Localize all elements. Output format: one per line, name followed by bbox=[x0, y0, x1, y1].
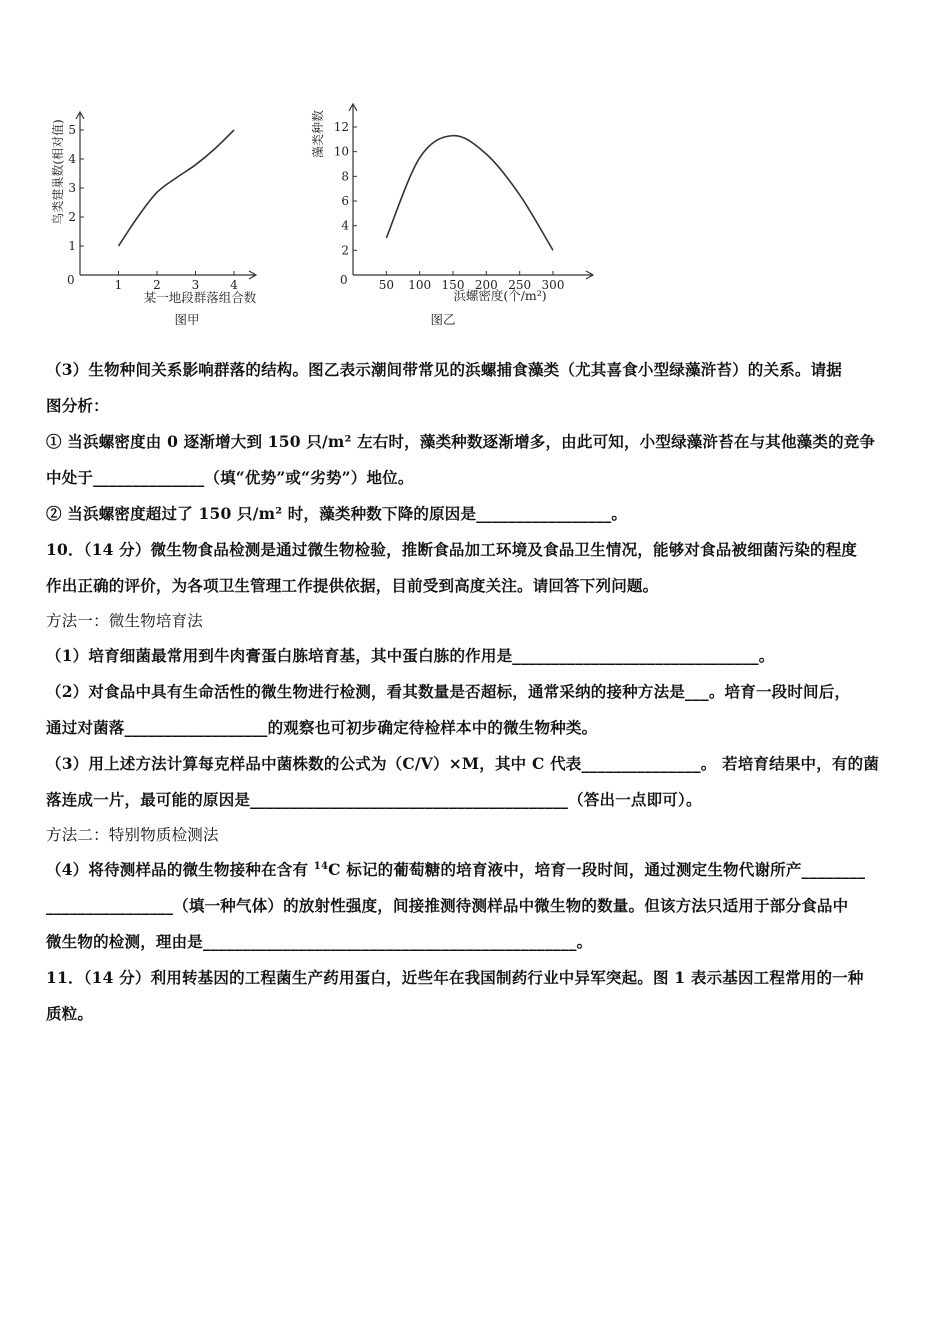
text-fragment: C 标记的葡萄糖的培育液中，培育一段时间，通过测定生物代谢所产________ bbox=[328, 860, 866, 879]
text-line: 质粒。 bbox=[46, 1004, 94, 1023]
text-line: （3）生物种间关系影响群落的结构。图乙表示潮间带常见的浜螺捕食藻类（尤其喜食小型绿藻浒苔）的关系。请据 bbox=[46, 360, 842, 379]
chart-figure-b bbox=[300, 92, 600, 342]
chart-a-caption: 图甲 bbox=[174, 312, 200, 327]
chart-b-ylabel: 藻类种数 bbox=[311, 109, 325, 159]
text-line: （3）用上述方法计算每克样品中菌株数的公式为（C/V）×M，其中 C 代表_______________。 若培育结果中，有的菌 bbox=[46, 754, 880, 773]
y-tick-label: 4 bbox=[68, 152, 76, 166]
text-line: 落连成一片，最可能的原因是________________________________________（答出一点即可）。 bbox=[46, 790, 702, 809]
x-tick-label: 2 bbox=[153, 278, 161, 292]
y-tick-label: 12 bbox=[333, 120, 349, 134]
chart-series-line-b bbox=[386, 136, 553, 251]
y-tick-label: 8 bbox=[341, 169, 349, 184]
text-fragment: （4）将待测样品的微生物接种在含有 bbox=[46, 860, 314, 879]
text-line: ________________（填一种气体）的放射性强度，间接推测待测样品中微生物的数量。但该方法只适用于部分食品中 bbox=[46, 896, 849, 915]
chart-a-origin: 0 bbox=[67, 273, 75, 287]
chart-series-line-a bbox=[119, 130, 235, 246]
method-one-heading: 方法一：微生物培育法 bbox=[46, 612, 204, 630]
x-tick-label: 100 bbox=[408, 278, 432, 292]
y-tick-label: 4 bbox=[341, 218, 349, 233]
chart-figure-a bbox=[40, 92, 280, 342]
text-line: （1）培育细菌最常用到牛肉膏蛋白胨培育基，其中蛋白胨的作用是_______________________________。 bbox=[46, 646, 775, 665]
text-line: （2）对食品中具有生命活性的微生物进行检测，看其数量是否超标，通常采纳的接种方法是___。培育一段时间后， bbox=[46, 682, 851, 701]
text-line: 通过对菌落__________________的观察也可初步确定待检样本中的微生物种类。 bbox=[46, 718, 598, 737]
chart-b-caption: 图乙 bbox=[430, 312, 456, 327]
text-line: ① 当浜螺密度由 0 逐渐增大到 150 只/m² 左右时，藻类种数逐渐增多，由此可知，小型绿藻浒苔在与其他藻类的竞争 bbox=[46, 432, 876, 451]
x-tick-label: 250 bbox=[508, 278, 532, 292]
text-line: 中处于______________（填“优势”或“劣势”）地位。 bbox=[46, 468, 414, 487]
document-body bbox=[46, 352, 908, 1032]
text-line bbox=[46, 852, 908, 888]
x-tick-label: 3 bbox=[191, 278, 200, 292]
method-two-heading: 方法二：特别物质检测法 bbox=[46, 826, 219, 844]
isotope-superscript: 14 bbox=[313, 860, 329, 872]
y-tick-label: 2 bbox=[341, 243, 349, 258]
chart-b-origin: 0 bbox=[340, 273, 348, 287]
y-tick-label: 5 bbox=[68, 123, 76, 137]
x-tick-label: 200 bbox=[474, 278, 498, 292]
x-tick-label: 50 bbox=[378, 278, 394, 292]
x-tick-label: 150 bbox=[441, 278, 465, 292]
chart-a-xlabel: 某一地段群落组合数 bbox=[143, 290, 257, 305]
chart-a-ylabel: 鸟类建巢数(相对值) bbox=[51, 119, 65, 225]
y-tick-label: 1 bbox=[68, 239, 76, 253]
x-tick-label: 4 bbox=[230, 278, 238, 292]
text-line: 作出正确的评价，为各项卫生管理工作提供依据，目前受到高度关注。请回答下列问题。 bbox=[46, 576, 659, 595]
y-tick-label: 2 bbox=[68, 210, 76, 224]
question-11-line: 11．（14 分）利用转基因的工程菌生产药用蛋白，近些年在我国制药行业中异军突起。图 1 表示基因工程常用的一种 bbox=[46, 968, 864, 987]
text-line: 图分析： bbox=[46, 396, 109, 415]
y-tick-label: 10 bbox=[333, 144, 349, 159]
figures-area bbox=[40, 92, 600, 342]
x-tick-label: 1 bbox=[114, 278, 123, 292]
question-10-line: 10．（14 分）微生物食品检测是通过微生物检验，推断食品加工环境及食品卫生情况，能够对食品被细菌污染的程度 bbox=[46, 540, 858, 559]
y-tick-label: 3 bbox=[68, 181, 76, 195]
y-tick-label: 6 bbox=[341, 194, 349, 208]
text-line: ② 当浜螺密度超过了 150 只/m² 时，藻类种数下降的原因是_________________。 bbox=[46, 504, 628, 523]
chart-b-xlabel: 浜螺密度(个/m²) bbox=[453, 288, 547, 303]
text-line: 微生物的检测，理由是_______________________________________________。 bbox=[46, 932, 593, 951]
x-tick-label: 300 bbox=[541, 278, 565, 292]
